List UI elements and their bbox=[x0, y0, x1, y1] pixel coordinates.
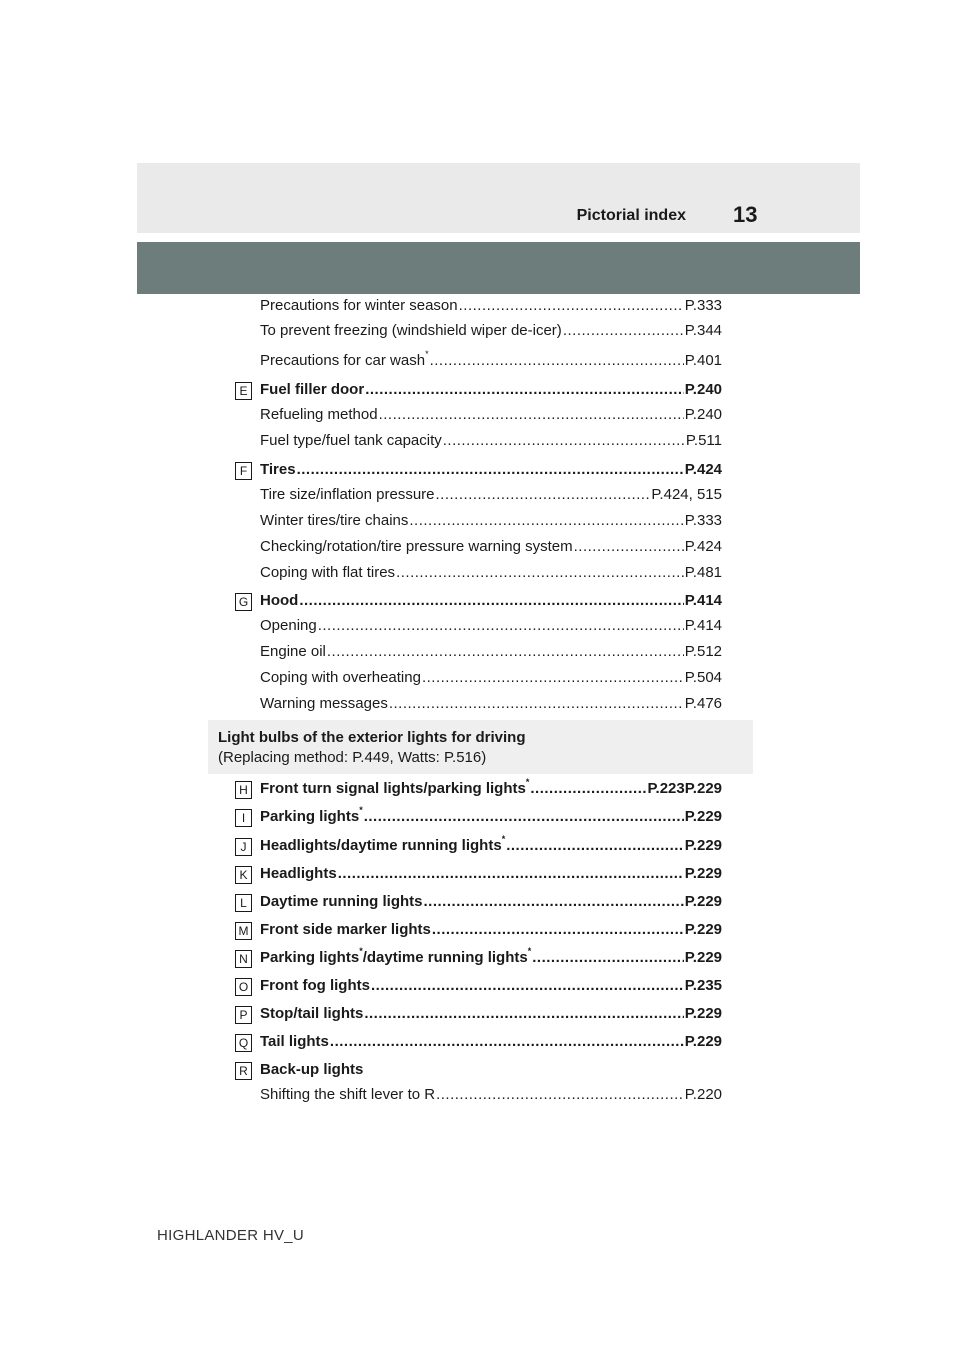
callout-letter: O bbox=[235, 978, 252, 996]
toc-entry-label bbox=[260, 322, 562, 339]
callout-letter: I bbox=[235, 809, 252, 827]
page-reference-link[interactable]: P.401 bbox=[684, 352, 722, 369]
toc-entry-label-text: /daytime running lights bbox=[362, 949, 528, 966]
toc-entry bbox=[260, 297, 722, 319]
dot-leader bbox=[574, 538, 684, 555]
toc-entry bbox=[260, 921, 722, 943]
page-reference-link[interactable]: P.504 bbox=[684, 669, 722, 686]
dot-leader bbox=[396, 564, 684, 581]
footnote-marker: * bbox=[525, 777, 530, 787]
toc-entry bbox=[260, 512, 722, 534]
toc-entry-label-text: To prevent freezing (windshield wiper de-icer) bbox=[260, 322, 562, 339]
callout-letter: E bbox=[235, 382, 252, 400]
toc-entry bbox=[260, 669, 722, 691]
dot-leader bbox=[338, 865, 684, 882]
toc-entry-label-text: Parking lights bbox=[260, 949, 360, 966]
toc-entry-label-text: Warning messages bbox=[260, 695, 388, 712]
toc-entry bbox=[260, 977, 722, 999]
toc-entry-label bbox=[260, 1061, 363, 1078]
page-reference-link[interactable]: P.229 bbox=[684, 1033, 722, 1050]
toc-entry-label bbox=[260, 777, 530, 797]
page-reference-link[interactable]: P.424 bbox=[684, 461, 722, 478]
toc-entry bbox=[260, 432, 722, 454]
toc-entry bbox=[260, 322, 722, 344]
callout-letter: G bbox=[235, 593, 252, 611]
toc-entry-label bbox=[260, 381, 364, 398]
toc-entry bbox=[260, 406, 722, 428]
toc-entry bbox=[260, 1033, 722, 1055]
page-reference-link[interactable]: P.229 bbox=[684, 949, 722, 966]
page-reference-link[interactable]: P.229 bbox=[684, 865, 722, 882]
page-reference-link[interactable]: P.240 bbox=[684, 381, 722, 398]
dot-leader bbox=[563, 322, 684, 339]
page-reference-link[interactable]: P.512 bbox=[684, 643, 722, 660]
page-reference-link[interactable]: P.229 bbox=[684, 921, 722, 938]
toc-entry-label bbox=[260, 977, 370, 994]
toc-entry-label-text: Fuel type/fuel tank capacity bbox=[260, 432, 442, 449]
toc-entry bbox=[260, 643, 722, 665]
page-reference-link[interactable]: P.229 bbox=[684, 893, 722, 910]
toc-entry-label-text: Parking lights bbox=[260, 808, 360, 825]
toc-entry bbox=[260, 946, 722, 971]
toc-entry-label-text: Coping with flat tires bbox=[260, 564, 396, 581]
toc-entry-label bbox=[260, 432, 442, 449]
toc-entry bbox=[260, 1005, 722, 1027]
dot-leader bbox=[364, 1005, 683, 1022]
dot-leader bbox=[318, 617, 684, 634]
callout-letter: N bbox=[235, 950, 252, 968]
dot-leader bbox=[422, 669, 684, 686]
toc-entry-label bbox=[260, 538, 573, 555]
page-reference-link[interactable]: P.476 bbox=[684, 695, 722, 712]
page-reference-link[interactable]: P.344 bbox=[684, 322, 722, 339]
page-reference-link[interactable]: P.414 bbox=[684, 617, 722, 634]
toc-entry-label bbox=[260, 893, 423, 910]
page-reference-link[interactable]: P.223P.229 bbox=[647, 780, 722, 797]
footer-model: HIGHLANDER HV_U bbox=[157, 1227, 305, 1244]
toc-entry-label-text: Fuel filler door bbox=[260, 381, 365, 398]
toc-entry-label bbox=[260, 834, 506, 854]
toc-entry-label-text: Front side marker lights bbox=[260, 921, 431, 938]
toc-entry bbox=[260, 865, 722, 887]
toc-entry-label-text: Tire size/inflation pressure bbox=[260, 486, 435, 503]
page-reference-link[interactable]: P.229 bbox=[684, 837, 722, 854]
callout-letter: L bbox=[235, 894, 252, 912]
page-reference-link[interactable]: P.481 bbox=[684, 564, 722, 581]
info-box-subtitle: (Replacing method: P.449, Watts: P.516) bbox=[218, 749, 487, 766]
dot-leader bbox=[409, 512, 683, 529]
dot-leader bbox=[379, 406, 684, 423]
footnote-marker: * bbox=[359, 805, 363, 815]
toc-entry-label-text: Refueling method bbox=[260, 406, 378, 423]
page-reference-link[interactable]: P.240 bbox=[684, 406, 722, 423]
toc-entry bbox=[260, 805, 722, 830]
toc-entry-label bbox=[260, 1033, 329, 1050]
callout-letter: Q bbox=[235, 1034, 252, 1052]
toc-entry-label-text: Front fog lights bbox=[260, 977, 370, 994]
page-number: 13 bbox=[733, 202, 758, 227]
toc-entry-label-text: Headlights bbox=[260, 865, 337, 882]
toc-entry-label bbox=[260, 349, 429, 369]
toc-entry-label-text: Front turn signal lights/parking lights bbox=[260, 780, 526, 797]
callout-letter: K bbox=[235, 866, 252, 884]
dot-leader bbox=[330, 1033, 684, 1050]
toc-entry-label bbox=[260, 1005, 363, 1022]
toc-entry bbox=[260, 617, 722, 639]
toc-entry bbox=[260, 349, 722, 374]
dot-leader bbox=[459, 297, 684, 314]
dot-leader bbox=[365, 381, 684, 398]
toc-entry-label-text: Daytime running lights bbox=[260, 893, 423, 910]
dot-leader bbox=[364, 808, 684, 825]
footnote-marker: * bbox=[527, 946, 532, 956]
toc-entry-label bbox=[260, 297, 458, 314]
toc-entry bbox=[260, 381, 722, 403]
toc-entry-label-text: Checking/rotation/tire pressure warning system bbox=[260, 538, 573, 555]
toc-entry-label bbox=[260, 592, 298, 609]
toc-entry bbox=[260, 461, 722, 483]
toc-entry-label-text: Hood bbox=[260, 592, 299, 609]
toc-entry bbox=[260, 538, 722, 560]
toc-entry-label bbox=[260, 564, 395, 581]
toc-entry-label bbox=[260, 461, 296, 478]
toc-entry-label bbox=[260, 805, 363, 825]
page-reference-link[interactable]: P.333 bbox=[684, 297, 722, 314]
callout-letter: P bbox=[235, 1006, 252, 1024]
toc-entry-label-text: Tires bbox=[260, 461, 296, 478]
toc-entry-label bbox=[260, 406, 378, 423]
toc-entry-label-text: Precautions for car wash bbox=[260, 352, 426, 369]
page-reference-link[interactable]: P.424 bbox=[684, 538, 722, 555]
toc-entry-label bbox=[260, 643, 326, 660]
dot-leader bbox=[424, 893, 684, 910]
toc-entry-label-text: Opening bbox=[260, 617, 317, 634]
toc-entry-label bbox=[260, 486, 435, 503]
toc-entry-label bbox=[260, 512, 408, 529]
toc-entry bbox=[260, 1086, 722, 1108]
dot-leader bbox=[530, 780, 646, 797]
toc-entry bbox=[260, 834, 722, 859]
callout-letter: F bbox=[235, 462, 252, 480]
dot-leader bbox=[371, 977, 684, 994]
toc-entry-label-text: Coping with overheating bbox=[260, 669, 421, 686]
toc-entry bbox=[260, 592, 722, 614]
toc-entry-label-text: Winter tires/tire chains bbox=[260, 512, 409, 529]
toc-entry bbox=[260, 1061, 722, 1083]
callout-letter: R bbox=[235, 1062, 252, 1080]
info-box-title: Light bulbs of the exterior lights for driving bbox=[218, 729, 526, 746]
toc-entry-label-text: Engine oil bbox=[260, 643, 326, 660]
dot-leader bbox=[432, 921, 684, 938]
page-reference-link[interactable]: P.229 bbox=[684, 1005, 722, 1022]
dot-leader bbox=[389, 695, 684, 712]
dot-leader bbox=[297, 461, 684, 478]
footnote-marker: * bbox=[501, 834, 506, 844]
dot-leader bbox=[299, 592, 683, 609]
page-reference-link[interactable]: P.235 bbox=[684, 977, 722, 994]
dot-leader bbox=[436, 1086, 684, 1103]
toc-entry-label bbox=[260, 1086, 435, 1103]
toc-entry bbox=[260, 777, 722, 802]
page-reference-link[interactable]: P.424, 515 bbox=[651, 486, 722, 503]
toc-entry-label-text: Shifting the shift lever to R bbox=[260, 1086, 436, 1103]
footnote-marker: * bbox=[359, 946, 363, 956]
toc-entry-label bbox=[260, 617, 317, 634]
toc-entry-label bbox=[260, 946, 532, 966]
dot-leader bbox=[436, 486, 651, 503]
header-band-dark bbox=[137, 242, 860, 294]
dot-leader bbox=[430, 352, 684, 369]
page-reference-link[interactable]: P.220 bbox=[684, 1086, 722, 1103]
footnote-marker: * bbox=[425, 349, 429, 359]
dot-leader bbox=[506, 837, 684, 854]
toc-entry bbox=[260, 486, 722, 508]
dot-leader bbox=[327, 643, 684, 660]
toc-entry-label bbox=[260, 865, 337, 882]
dot-leader bbox=[443, 432, 685, 449]
dot-leader bbox=[532, 949, 684, 966]
toc-entry-label-text: Headlights/daytime running lights bbox=[260, 837, 502, 854]
page-reference-link[interactable]: P.333 bbox=[684, 512, 722, 529]
page-reference-link[interactable]: P.229 bbox=[684, 808, 722, 825]
toc-entry bbox=[260, 695, 722, 717]
toc-entry bbox=[260, 564, 722, 586]
toc-entry-label-text: Tail lights bbox=[260, 1033, 329, 1050]
info-box bbox=[208, 720, 753, 774]
toc-entry-label-text: Precautions for winter season bbox=[260, 297, 458, 314]
toc-entry-label-text: Stop/tail lights bbox=[260, 1005, 364, 1022]
page-reference-link[interactable]: P.414 bbox=[684, 592, 722, 609]
section-title: Pictorial index bbox=[576, 207, 686, 224]
callout-letter: H bbox=[235, 781, 252, 799]
callout-letter: J bbox=[235, 838, 252, 856]
toc-entry bbox=[260, 893, 722, 915]
toc-entry-label bbox=[260, 695, 388, 712]
page-reference-link[interactable]: P.511 bbox=[685, 432, 722, 449]
toc-entry-label bbox=[260, 669, 421, 686]
callout-letter: M bbox=[235, 922, 252, 940]
toc-entry-label bbox=[260, 921, 431, 938]
toc-entry-label-text: Back-up lights bbox=[260, 1061, 364, 1078]
